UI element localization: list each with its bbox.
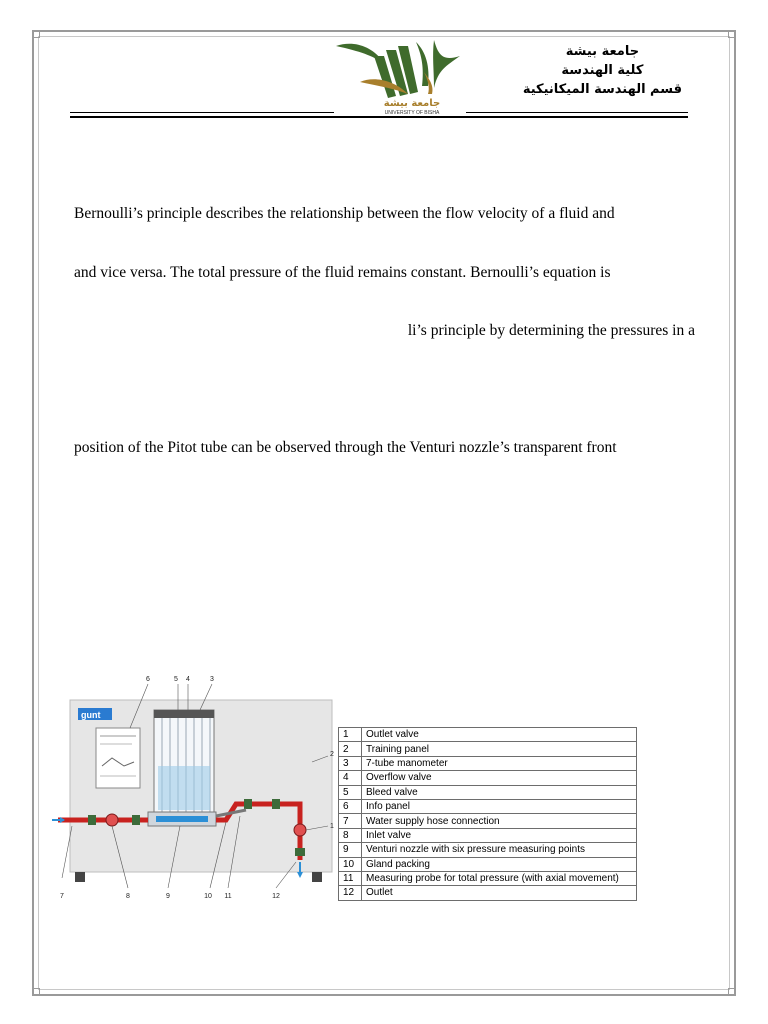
apparatus-diagram (50, 670, 340, 910)
table-row (339, 814, 637, 828)
legend-number: 5 (339, 785, 362, 799)
manometer-water-level (158, 766, 210, 810)
paragraph-line: Bernoulli’s principle describes the relationship between the flow velocity of a fluid and (74, 205, 615, 222)
callout-label: 6 (146, 676, 150, 683)
callout-label: 7 (60, 893, 64, 900)
legend-label: Outlet (362, 886, 637, 900)
legend-label: Measuring probe for total pressure (with axial movement) (362, 871, 637, 885)
table-row (339, 756, 637, 770)
logo-english-text: UNIVERSITY OF BISHA (384, 110, 440, 116)
table-row (339, 871, 637, 885)
manometer-top-cap (154, 710, 214, 718)
callout-label: 1 (330, 823, 334, 830)
legend-number: 8 (339, 828, 362, 842)
table-row (339, 742, 637, 756)
legend-label: Outlet valve (362, 728, 637, 742)
callout-label: 3 (210, 676, 214, 683)
header-rule (466, 112, 688, 113)
university-name: جامعة بيشة (565, 44, 640, 59)
callout-label: 11 (224, 893, 232, 900)
border-corner-ornament (32, 30, 40, 38)
table-row (339, 785, 637, 799)
legend-number: 6 (339, 799, 362, 813)
callout-label: 4 (186, 676, 190, 683)
pipe-fitting (244, 799, 252, 809)
panel-foot (75, 872, 85, 882)
paragraph-line: li’s principle by determining the pressures in a (407, 322, 695, 339)
legend-number: 1 (339, 728, 362, 742)
table-row (339, 728, 637, 742)
inlet-valve (106, 814, 118, 826)
legend-number: 10 (339, 857, 362, 871)
component-legend-table (338, 727, 637, 901)
department-name: قسم الهندسة الميكانيكية (522, 82, 682, 97)
table-row (339, 886, 637, 900)
panel-foot (312, 872, 322, 882)
outflow-arrow-icon (297, 872, 303, 878)
callout-label: 12 (272, 893, 280, 900)
header-arabic-text (523, 42, 682, 99)
border-corner-ornament (728, 988, 736, 996)
header-rule-thick (70, 116, 688, 118)
legend-number: 9 (339, 843, 362, 857)
pipe-fitting (272, 799, 280, 809)
callout-label: 5 (174, 676, 178, 683)
callout-label: 10 (204, 893, 212, 900)
hose-connector (88, 815, 96, 825)
logo-arabic-text: جامعة بيشة (383, 98, 441, 109)
header-rule (70, 112, 334, 113)
legend-number: 2 (339, 742, 362, 756)
table-row (339, 771, 637, 785)
venturi-water (156, 816, 208, 822)
border-corner-ornament (32, 988, 40, 996)
callout-label: 8 (126, 893, 130, 900)
pipe-fitting (132, 815, 140, 825)
callout-label: 2 (330, 751, 334, 758)
table-row (339, 799, 637, 813)
border-corner-ornament (728, 30, 736, 38)
paragraph-line: position of the Pitot tube can be observed through the Venturi nozzle’s transparent front (74, 439, 617, 456)
callout-label: 9 (166, 893, 170, 900)
legend-label: Overflow valve (362, 771, 637, 785)
legend-number: 3 (339, 756, 362, 770)
legend-label: Gland packing (362, 857, 637, 871)
gunt-logo-text: gunt (81, 710, 101, 720)
legend-label: Inlet valve (362, 828, 637, 842)
table-row (339, 828, 637, 842)
legend-label: Bleed valve (362, 785, 637, 799)
legend-number: 11 (339, 871, 362, 885)
paragraph-line: and vice versa. The total pressure of the fluid remains constant. Bernoulli’s equation is (74, 264, 611, 281)
pipe-fitting (295, 848, 305, 856)
college-name: كلية الهندسة (561, 63, 644, 78)
outlet-valve (294, 824, 306, 836)
table-row (339, 843, 637, 857)
legend-label: Training panel (362, 742, 637, 756)
university-logo (334, 36, 464, 118)
legend-number: 12 (339, 886, 362, 900)
legend-label: Venturi nozzle with six pressure measuring points (362, 843, 637, 857)
info-panel (96, 728, 140, 788)
legend-number: 4 (339, 771, 362, 785)
table-row (339, 857, 637, 871)
legend-label: Water supply hose connection (362, 814, 637, 828)
legend-label: 7-tube manometer (362, 756, 637, 770)
legend-label: Info panel (362, 799, 637, 813)
legend-number: 7 (339, 814, 362, 828)
